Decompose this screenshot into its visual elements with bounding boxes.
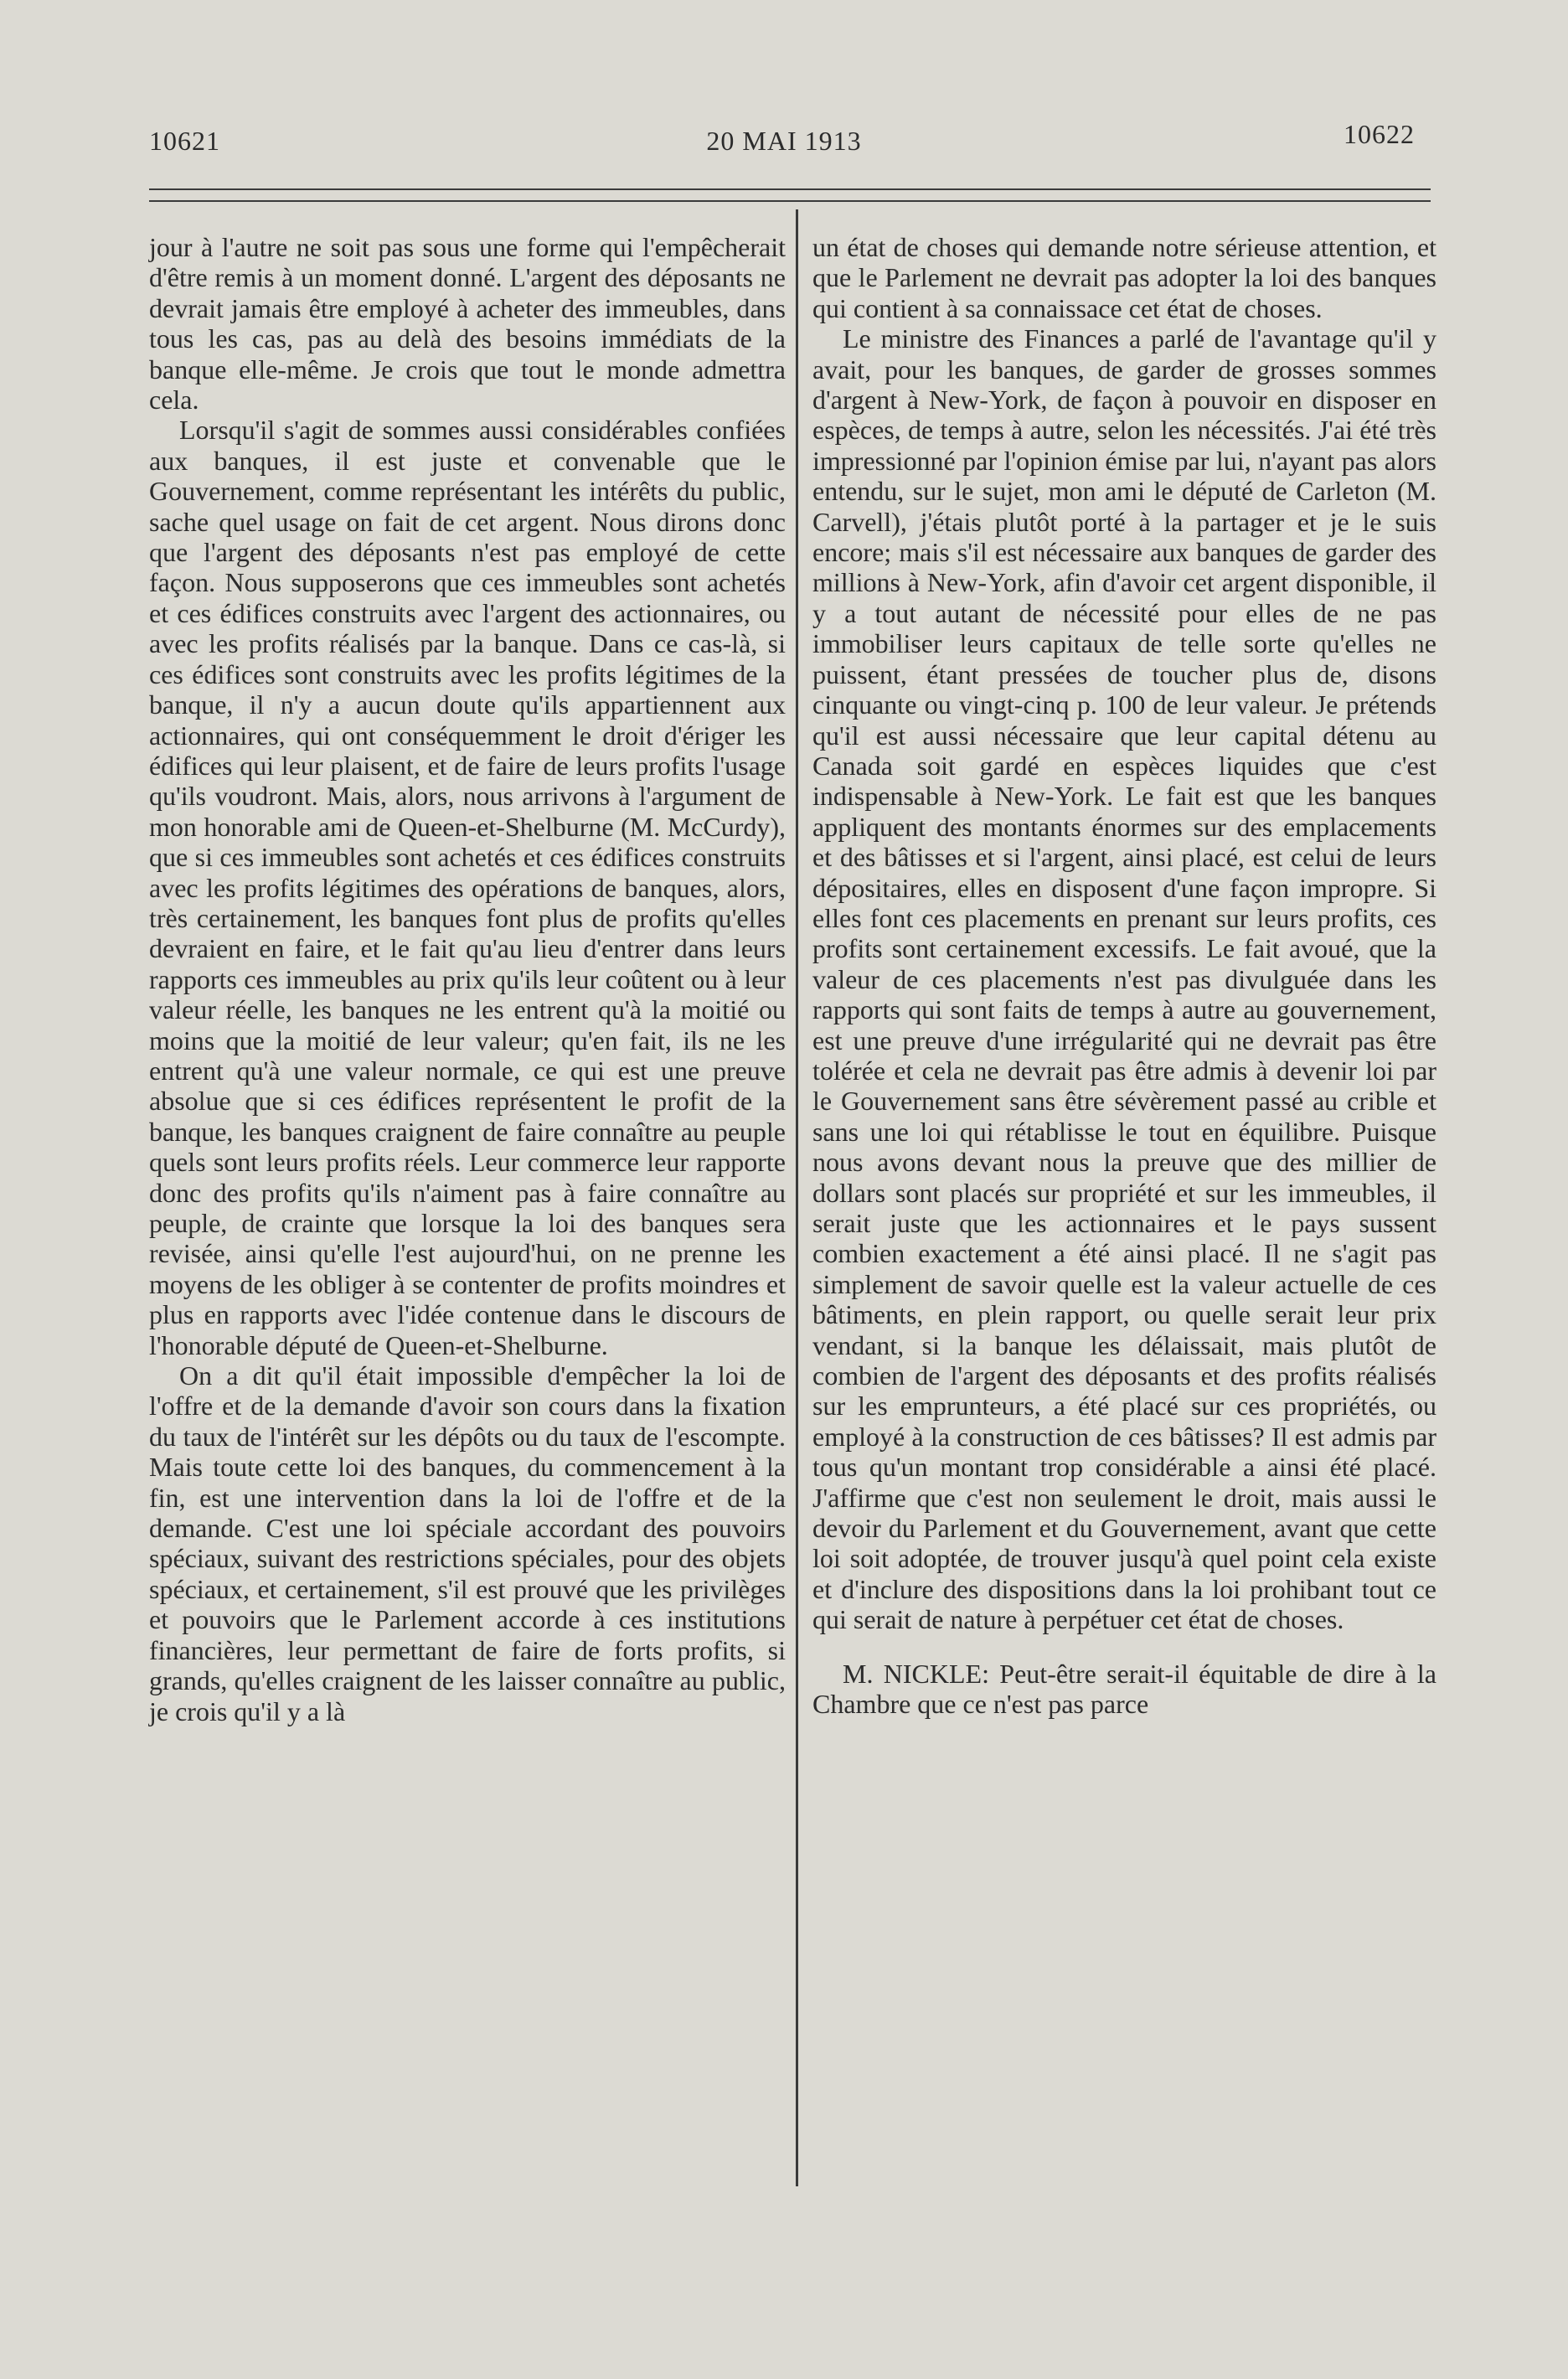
header-rule-top <box>149 188 1431 190</box>
right-column <box>812 232 1436 1720</box>
speaker-paragraph: M. NICKLE: Peut-être serait-il équitable de dire à la Chambre que ce n'est pas parce <box>812 1658 1436 1720</box>
page-date: 20 MAI 1913 <box>706 126 862 156</box>
paragraph: un état de choses qui demande notre sérieuse attention, et que le Parlement ne devrait pas adopter la loi des banques qui contient à sa connaissace cet état de choses. <box>812 232 1436 323</box>
header-rule-bottom <box>149 200 1431 202</box>
page-number-left: 10621 <box>149 126 220 156</box>
paragraph: jour à l'autre ne soit pas sous une forme qui l'empêcherait d'être remis à un moment donné. L'argent des déposants ne devrait jamais être employé à acheter des immeubles, dans tous les cas, pas au delà des besoins immédiats de la banque elle-même. Je crois que tout le monde admettra cela. <box>149 232 786 415</box>
left-column <box>149 232 786 1726</box>
column-divider <box>796 209 798 2186</box>
paragraph: On a dit qu'il était impossible d'empêcher la loi de l'offre et de la demande d'avoir son cours dans la fixation du taux de l'intérêt sur les dépôts ou du taux de l'escompte. Mais toute cette loi des banques, du commencement à la fin, est une intervention dans la loi de l'offre et de la demande. C'est une loi spéciale accordant des pouvoirs spéciaux, suivant des restrictions spéciales, pour des objets spéciaux, et certainement, s'il est prouvé que les privilèges et pouvoirs que le Parlement accorde à ces institutions financières, leur permettant de faire de forts profits, si grands, qu'elles craignent de les laisser connaître au public, je crois qu'il y a là <box>149 1360 786 1726</box>
paragraph: Le ministre des Finances a parlé de l'avantage qu'il y avait, pour les banques, de garder de grosses sommes d'argent à New-York, de façon à pouvoir en disposer en espèces, de temps à autre, selon les nécessités. J'ai été très impressionné par l'opinion émise par lui, n'ayant pas alors entendu, sur le sujet, mon ami le député de Carleton (M. Carvell), j'étais plutôt porté à la partager et je le suis encore; mais s'il est nécessaire aux banques de garder des millions à New-York, afin d'avoir cet argent disponible, il y a tout autant de nécessité pour elles de ne pas immobiliser leurs capitaux de telle sorte qu'elles ne puissent, étant pressées de toucher plus de, disons cinquante ou vingt-cinq p. 100 de leur valeur. Je prétends qu'il est aussi nécessaire que leur capital détenu au Canada soit gardé en espèces liquides que c'est indispensable à New-York. Le fait est que les banques appliquent des montants énormes sur des emplacements et des bâtisses et si l'argent, ainsi placé, est celui de leurs dépositaires, elles en disposent d'une façon impropre. Si elles font ces placements en prenant sur leurs profits, ces profits sont certainement excessifs. Le fait avoué, que la valeur de ces placements n'est pas divulguée dans les rapports qui sont faits de temps à autre au gouvernement, est une preuve d'une irrégularité qui ne devrait pas être tolérée et cela ne devrait pas être admis à devenir loi par le Gouvernement sans être sévèrement passé au crible et sans une loi qui rétablisse le tout en équilibre. Puisque nous avons devant nous la preuve que des millier de dollars sont placés sur propriété et sur les immeubles, il serait juste que les actionnaires et le pays sussent combien exactement a été ainsi placé. Il ne s'agit pas simplement de savoir quelle est la valeur actuelle de ces bâtiments, en plein rapport, ou quelle serait leur prix vendant, si la banque les délaissait, mais plutôt de combien de l'argent des déposants et des profits réalisés sur les emprunteurs, a été placé sur ces propriétés, ou employé à la construction de ces bâtisses? Il est admis par tous qu'un montant trop considérable a ainsi été placé. J'affirme que c'est non seulement le droit, mais aussi le devoir du Parlement et du Gouvernement, avant que cette loi soit adoptée, de trouver jusqu'à quel point cela existe et d'inclure des dispositions dans la loi prohibant tout ce qui serait de nature à perpétuer cet état de choses. <box>812 323 1436 1635</box>
page-number-right: 10622 <box>1344 119 1415 149</box>
paragraph: Lorsqu'il s'agit de sommes aussi considérables confiées aux banques, il est juste et convenable que le Gouvernement, comme représentant les intérêts du public, sache quel usage on fait de cet argent. Nous dirons donc que l'argent des déposants n'est pas employé de cette façon. Nous supposerons que ces immeubles sont achetés et ces édifices construits avec l'argent des actionnaires, ou avec les profits réalisés par la banque. Dans ce cas-là, si ces édifices sont construits avec les profits légitimes de la banque, il n'y a aucun doute qu'ils appartiennent aux actionnaires, qui ont conséquemment le droit d'ériger les édifices qui leur plaisent, et de faire de leurs profits l'usage qu'ils voudront. Mais, alors, nous arrivons à l'argument de mon honorable ami de Queen-et-Shelburne (M. McCurdy), que si ces immeubles sont achetés et ces édifices construits avec les profits légitimes des opérations de banques, alors, très certainement, les banques font plus de profits qu'elles devraient en faire, et le fait qu'au lieu d'entrer dans leurs rapports ces immeubles au prix qu'ils leur coûtent ou à leur valeur réelle, les banques ne les entrent qu'à la moitié ou moins que la moitié de leur valeur; qu'en fait, ils ne les entrent qu'à une valeur normale, ce qui est une preuve absolue que si ces édifices représentent le profit de la banque, les banques craignent de faire connaître au peuple quels sont leurs profits réels. Leur commerce leur rapporte donc des profits qu'ils n'aiment pas à faire connaître au peuple, de crainte que lorsque la loi des banques sera revisée, ainsi qu'elle l'est aujourd'hui, on ne prenne les moyens de les obliger à se contenter de profits moindres et plus en rapports avec l'idée contenue dans le discours de l'honorable député de Queen-et-Shelburne. <box>149 415 786 1360</box>
